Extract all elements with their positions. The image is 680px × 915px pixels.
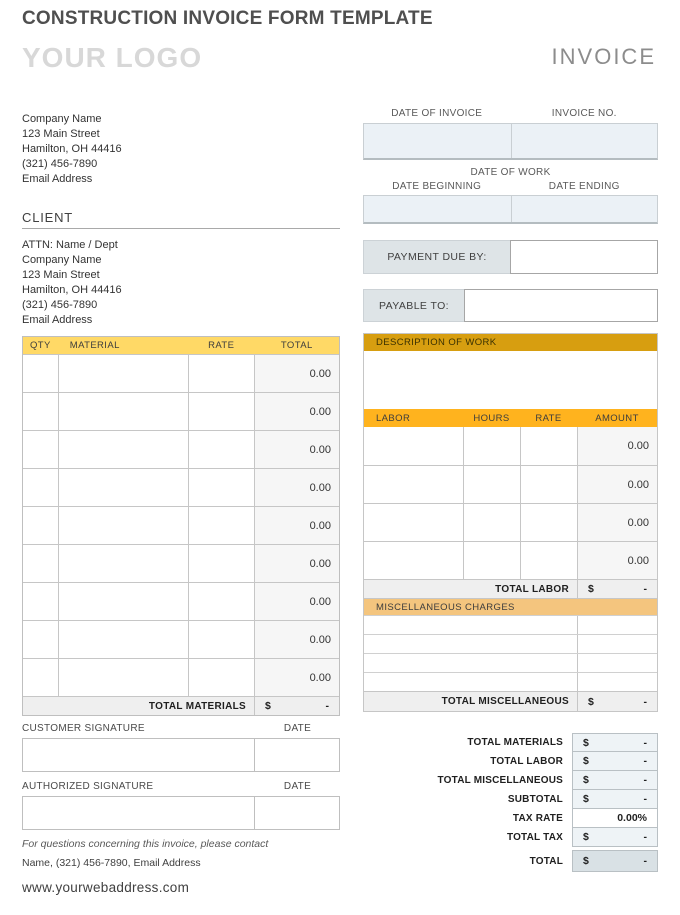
summary-label: TOTAL MISCELLANEOUS <box>437 775 563 786</box>
total-labor-amount: - <box>643 583 647 595</box>
qty-cell[interactable] <box>23 431 58 468</box>
misc-row <box>364 634 657 653</box>
customer-signature-labels <box>22 723 340 734</box>
authorized-signature-date-field[interactable] <box>255 797 339 829</box>
misc-row <box>364 615 657 634</box>
labor-amount-cell: 0.00 <box>577 504 657 541</box>
summary-value-box <box>572 790 658 809</box>
materials-table-header <box>23 337 339 354</box>
right-column <box>363 0 658 872</box>
total-miscellaneous-value <box>577 692 657 711</box>
miscellaneous-charges-header: MISCELLANEOUS CHARGES <box>364 598 657 615</box>
client-address-block <box>22 238 340 328</box>
currency-symbol: $ <box>265 700 271 712</box>
rate-cell[interactable] <box>188 621 255 658</box>
total-labor-label: TOTAL LABOR <box>495 583 569 595</box>
rate-column-header: RATE <box>208 340 235 351</box>
authorized-signature-box <box>22 796 340 830</box>
labor-row <box>364 503 657 541</box>
payable-to-field[interactable] <box>464 289 658 322</box>
labor-cell[interactable] <box>364 466 463 503</box>
materials-row <box>23 506 339 544</box>
summary-label: TOTAL TAX <box>506 832 563 843</box>
misc-description-cell[interactable] <box>364 654 577 672</box>
summary-value: - <box>643 736 647 749</box>
material-total-cell: 0.00 <box>254 659 339 696</box>
misc-description-cell[interactable] <box>364 673 577 691</box>
authorized-signature-label: AUTHORIZED SIGNATURE <box>22 781 154 792</box>
materials-row <box>23 468 339 506</box>
work-block <box>363 333 658 712</box>
labor-row <box>364 427 657 465</box>
labor-rate-column-header: RATE <box>535 412 562 424</box>
labor-rate-cell[interactable] <box>520 504 577 541</box>
description-of-work-field[interactable] <box>364 351 657 409</box>
labor-amount-cell: 0.00 <box>577 427 657 465</box>
total-miscellaneous-amount: - <box>643 695 647 708</box>
customer-signature-label: CUSTOMER SIGNATURE <box>22 723 145 734</box>
material-column-header: MATERIAL <box>69 340 120 351</box>
hours-cell[interactable] <box>463 466 520 503</box>
qty-cell[interactable] <box>23 393 58 430</box>
summary-row <box>363 771 658 790</box>
invoice-meta-labels <box>363 108 658 119</box>
hours-column-header: HOURS <box>473 412 510 424</box>
date-ending-field[interactable] <box>511 196 658 222</box>
client-address-line: 123 Main Street <box>22 269 100 281</box>
date-of-invoice-label: DATE OF INVOICE <box>391 108 483 119</box>
material-total-cell: 0.00 <box>254 393 339 430</box>
left-column <box>22 0 340 895</box>
summary-section <box>363 733 658 872</box>
currency-symbol: $ <box>583 736 589 749</box>
qty-cell[interactable] <box>23 545 58 582</box>
amount-column-header: AMOUNT <box>595 412 639 424</box>
summary-value-box <box>572 733 658 752</box>
document-type-label: INVOICE <box>551 44 656 69</box>
labor-amount-cell: 0.00 <box>577 466 657 503</box>
contact-note: For questions concerning this invoice, please contact <box>22 838 269 850</box>
date-range-fields <box>363 195 658 224</box>
rate-cell[interactable] <box>188 469 255 506</box>
labor-rate-cell[interactable] <box>520 427 577 465</box>
total-miscellaneous-row <box>364 691 657 711</box>
currency-symbol: $ <box>588 583 594 595</box>
currency-symbol: $ <box>583 855 589 867</box>
total-labor-value <box>577 580 657 598</box>
labor-cell[interactable] <box>364 427 463 465</box>
summary-value: 0.00% <box>617 812 647 824</box>
company-address-line: Hamilton, OH 44416 <box>22 143 122 155</box>
summary-value: - <box>643 831 647 843</box>
total-labor-row <box>364 579 657 598</box>
date-ending-label: DATE ENDING <box>548 181 620 192</box>
summary-row <box>363 790 658 809</box>
material-cell[interactable] <box>58 659 188 696</box>
client-address-line: Hamilton, OH 44416 <box>22 284 122 296</box>
client-address-line: Email Address <box>22 314 93 326</box>
client-address-line: ATTN: Name / Dept <box>22 239 118 251</box>
materials-row <box>23 582 339 620</box>
date-of-work-label: DATE OF WORK <box>470 167 551 178</box>
payable-to-row <box>363 289 658 322</box>
tax-rate-field[interactable] <box>572 809 658 828</box>
total-materials-label: TOTAL MATERIALS <box>148 700 246 712</box>
summary-value-box <box>572 850 658 872</box>
payment-due-by-row <box>363 240 658 274</box>
authorized-date-label: DATE <box>283 781 312 792</box>
labor-row <box>364 465 657 503</box>
total-column-header: TOTAL <box>280 340 313 351</box>
currency-symbol: $ <box>583 793 589 805</box>
material-cell[interactable] <box>58 507 188 544</box>
total-materials-row <box>23 696 339 715</box>
currency-symbol: $ <box>583 831 589 843</box>
summary-value-box <box>572 752 658 771</box>
total-materials-value <box>254 697 339 715</box>
material-cell[interactable] <box>58 355 188 392</box>
date-beginning-field[interactable] <box>364 196 511 222</box>
website-url: www.yourwebaddress.com <box>22 880 190 895</box>
material-cell[interactable] <box>58 621 188 658</box>
summary-row <box>363 850 658 872</box>
materials-row <box>23 430 339 468</box>
rate-cell[interactable] <box>188 431 255 468</box>
qty-cell[interactable] <box>23 621 58 658</box>
material-cell[interactable] <box>58 583 188 620</box>
logo-placeholder: YOUR LOGO <box>22 42 203 73</box>
labor-column-header: LABOR <box>376 412 411 424</box>
summary-label: TOTAL <box>529 855 563 867</box>
labor-rate-cell[interactable] <box>520 466 577 503</box>
company-address-line: Email Address <box>22 173 93 185</box>
summary-row <box>363 733 658 752</box>
company-address-block <box>22 112 340 187</box>
rate-cell[interactable] <box>188 659 255 696</box>
labor-table-header <box>364 409 657 427</box>
qty-cell[interactable] <box>23 583 58 620</box>
hours-cell[interactable] <box>463 504 520 541</box>
qty-cell[interactable] <box>23 659 58 696</box>
summary-row <box>363 752 658 771</box>
summary-label: TAX RATE <box>512 813 563 824</box>
material-total-cell: 0.00 <box>254 583 339 620</box>
material-total-cell: 0.00 <box>254 621 339 658</box>
invoice-no-label: INVOICE NO. <box>551 108 617 119</box>
rate-cell[interactable] <box>188 507 255 544</box>
material-total-cell: 0.00 <box>254 507 339 544</box>
customer-signature-field[interactable] <box>23 739 255 771</box>
qty-column-header: QTY <box>30 340 51 351</box>
description-of-work-header: DESCRIPTION OF WORK <box>364 334 657 351</box>
material-cell[interactable] <box>58 431 188 468</box>
summary-label: TOTAL LABOR <box>490 756 563 767</box>
labor-amount-cell: 0.00 <box>577 542 657 579</box>
currency-symbol: $ <box>583 755 589 767</box>
material-total-cell: 0.00 <box>254 469 339 506</box>
company-address-line: Company Name <box>22 113 102 125</box>
materials-row <box>23 354 339 392</box>
misc-row <box>364 672 657 691</box>
rate-cell[interactable] <box>188 393 255 430</box>
currency-symbol: $ <box>588 695 594 708</box>
client-heading: CLIENT <box>22 210 340 229</box>
summary-value: - <box>643 793 647 805</box>
invoice-meta-fields <box>363 123 658 160</box>
qty-cell[interactable] <box>23 507 58 544</box>
summary-value: - <box>643 755 647 767</box>
date-of-invoice-field[interactable] <box>364 124 511 158</box>
materials-row <box>23 392 339 430</box>
rate-cell[interactable] <box>188 545 255 582</box>
misc-description-cell[interactable] <box>364 616 577 634</box>
hours-cell[interactable] <box>463 542 520 579</box>
summary-label: TOTAL MATERIALS <box>467 737 563 748</box>
labor-cell[interactable] <box>364 504 463 541</box>
qty-cell[interactable] <box>23 355 58 392</box>
invoice-no-field[interactable] <box>511 124 658 158</box>
payable-to-label: PAYABLE TO: <box>364 290 464 321</box>
misc-amount-cell[interactable] <box>577 673 657 691</box>
total-materials-amount: - <box>325 700 329 712</box>
material-total-cell: 0.00 <box>254 545 339 582</box>
company-address-line: (321) 456-7890 <box>22 158 98 170</box>
material-cell[interactable] <box>58 469 188 506</box>
summary-row <box>363 809 658 828</box>
misc-description-cell[interactable] <box>364 635 577 653</box>
materials-table <box>22 336 340 716</box>
summary-value: - <box>643 855 647 867</box>
client-address-line: (321) 456-7890 <box>22 299 98 311</box>
customer-signature-date-field[interactable] <box>255 739 339 771</box>
misc-amount-cell[interactable] <box>577 654 657 672</box>
summary-label: SUBTOTAL <box>507 794 563 805</box>
materials-row <box>23 620 339 658</box>
material-total-cell: 0.00 <box>254 431 339 468</box>
company-address-line: 123 Main Street <box>22 128 100 140</box>
labor-rate-cell[interactable] <box>520 542 577 579</box>
total-miscellaneous-label: TOTAL MISCELLANEOUS <box>441 696 569 707</box>
material-total-cell: 0.00 <box>254 355 339 392</box>
rate-cell[interactable] <box>188 583 255 620</box>
payment-due-by-label: PAYMENT DUE BY: <box>364 241 510 273</box>
summary-value-box <box>572 771 658 790</box>
misc-row <box>364 653 657 672</box>
qty-cell[interactable] <box>23 469 58 506</box>
currency-symbol: $ <box>583 774 589 786</box>
material-cell[interactable] <box>58 545 188 582</box>
materials-row <box>23 544 339 582</box>
customer-signature-box <box>22 738 340 772</box>
client-address-line: Company Name <box>22 254 102 266</box>
materials-row <box>23 658 339 696</box>
customer-date-label: DATE <box>283 723 312 734</box>
hours-cell[interactable] <box>463 427 520 465</box>
page-title: CONSTRUCTION INVOICE FORM TEMPLATE <box>22 8 433 29</box>
payment-due-by-field[interactable] <box>510 240 658 274</box>
rate-cell[interactable] <box>188 355 255 392</box>
material-cell[interactable] <box>58 393 188 430</box>
misc-amount-cell[interactable] <box>577 616 657 634</box>
date-range-labels <box>363 181 658 192</box>
authorized-signature-field[interactable] <box>23 797 255 829</box>
labor-cell[interactable] <box>364 542 463 579</box>
labor-row <box>364 541 657 579</box>
contact-info: Name, (321) 456-7890, Email Address <box>22 857 201 869</box>
summary-value: - <box>643 774 647 786</box>
date-beginning-label: DATE BEGINNING <box>392 181 482 192</box>
misc-amount-cell[interactable] <box>577 635 657 653</box>
summary-value-box <box>572 828 658 847</box>
authorized-signature-labels <box>22 781 340 792</box>
summary-row <box>363 828 658 847</box>
